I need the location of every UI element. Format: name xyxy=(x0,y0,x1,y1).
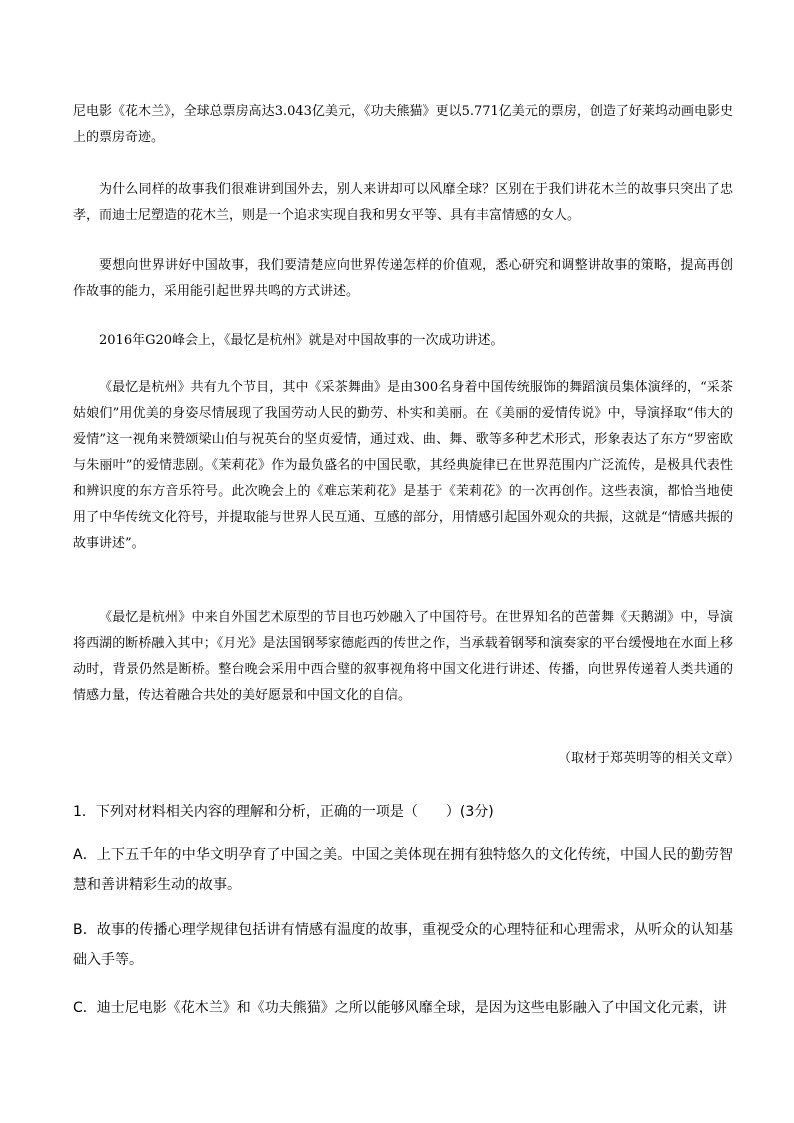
passage-paragraph-2: 要想向世界讲好中国故事，我们要清楚应向世界传递怎样的价值观，悉心研究和调整讲故事的策略，提高再创作故事的能力，采用能引起世界共鸣的方式讲述。 xyxy=(73,258,733,299)
passage-paragraph-0: 尼电影《花木兰》，全球总票房高达3.043亿美元，《功夫熊猫》更以5.771亿美元的票房，创造了好莱坞动画电影史上的票房奇迹。 xyxy=(73,104,733,145)
option-c: C．迪士尼电影《花木兰》和《功夫熊猫》之所以能够风靡全球，是因为这些电影融入了中国文化元素，讲 xyxy=(73,1000,727,1016)
passage-paragraph-1: 为什么同样的故事我们很难讲到国外去，别人来讲却可以风靡全球？区别在于我们讲花木兰的故事只突出了忠孝，而迪士尼塑造的花木兰，则是一个追求实现自我和男女平等、具有丰富情感的女人。 xyxy=(73,182,733,223)
passage-paragraph-5: 《最忆是杭州》中来自外国艺术原型的节目也巧妙融入了中国符号。在世界知名的芭蕾舞《天鹅湖》中，导演将西湖的断桥融入其中；《月光》是法国钢琴家德彪西的传世之作，当承载着钢琴和演奏家的平台缓慢地在水面上移动时，背景仍然是断桥。整台晚会采用中西合璧的叙事视角将中国文化进行讲述、传播，向世界传递着人类共通的情感力量，传达着融合共处的美好愿景和中国文化的自信。 xyxy=(73,610,733,703)
question-stem: 1．下列对材料相关内容的理解和分析，正确的一项是（ ）(3分) xyxy=(73,804,494,820)
option-b: B．故事的传播心理学规律包括讲有情感有温度的故事，重视受众的心理特征和心理需求，从听众的认知基础入手等。 xyxy=(73,922,733,968)
passage-source: （取材于郑英明等的相关文章） xyxy=(557,751,740,766)
option-a: A．上下五千年的中华文明孕育了中国之美。中国之美体现在拥有独特悠久的文化传统，中国人民的勤劳智慧和善讲精彩生动的故事。 xyxy=(73,847,733,893)
passage-paragraph-3: 2016年G20峰会上，《最忆是杭州》就是对中国故事的一次成功讲述。 xyxy=(99,333,504,348)
passage-paragraph-4: 《最忆是杭州》共有九个节目，其中《采茶舞曲》是由300名身着中国传统服饰的舞蹈演员集体演绎的，“采茶姑娘们”用优美的身姿尽情展现了我国劳动人民的勤劳、朴实和美丽。在《美丽的爱情传说》中，导演择取“伟大的爱情”这一视角来赞颂梁山伯与祝英台的坚贞爱情，通过戏、曲、舞、歌等多种艺术形式，形象表达了东方“罗密欧与朱丽叶”的爱情悲剧。《茉莉花》作为最负盛名的中国民歌，其经典旋律已在世界范围内广泛流传，是极具代表性和辨识度的东方音乐符号。此次晚会上的《难忘茉莉花》是基于《茉莉花》的一次再创作。这些表演，都恰当地使用了中华传统文化符号，并提取能与世界人民互通、互感的部分，用情感引起国外观众的共振，这就是“情感共振的故事讲述”。 xyxy=(73,380,733,551)
